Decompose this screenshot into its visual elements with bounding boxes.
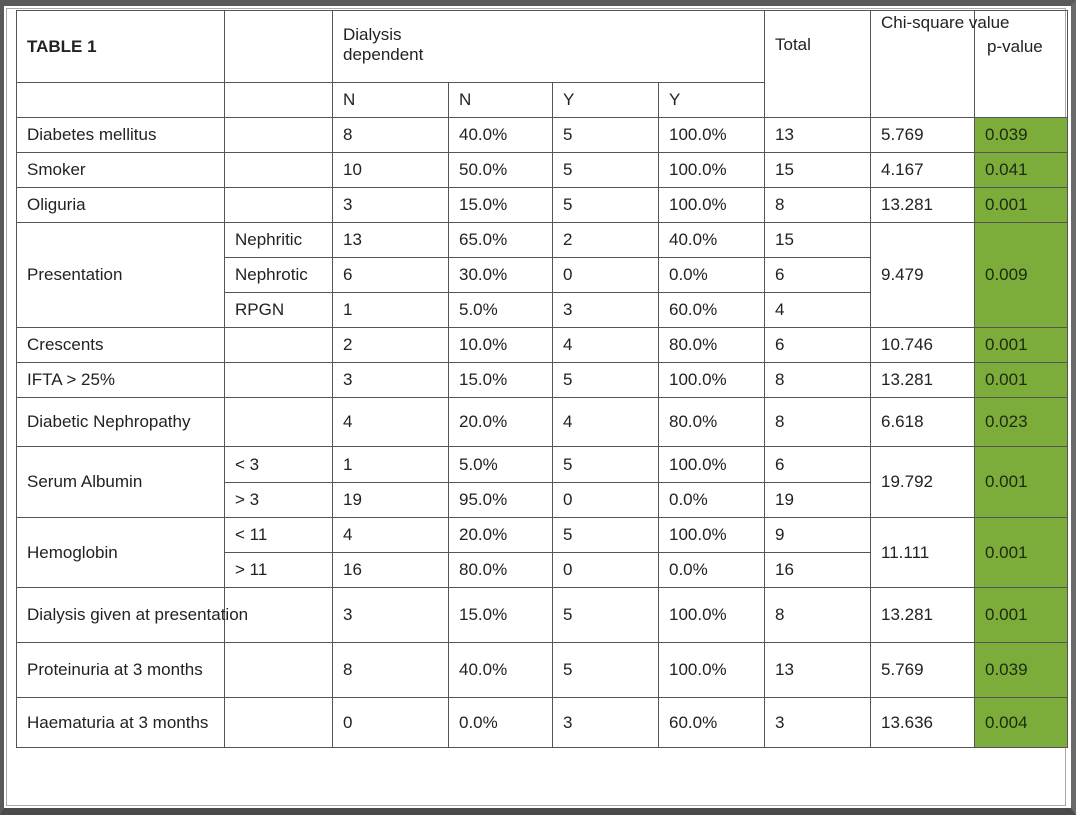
table-title: TABLE 1 — [17, 11, 225, 83]
n-percent-cell: 80.0% — [449, 553, 553, 588]
chi-square-cell: 6.618 — [871, 398, 975, 447]
y-percent-cell: 0.0% — [659, 553, 765, 588]
n-percent-cell: 0.0% — [449, 698, 553, 748]
table-row — [17, 643, 1068, 698]
table-row — [17, 153, 1068, 188]
y-count-cell: 5 — [553, 447, 659, 483]
sublabel-cell: Nephrotic — [225, 258, 333, 293]
n-count-cell: 1 — [333, 293, 449, 328]
empty-header-cell — [225, 83, 333, 118]
total-cell: 8 — [765, 398, 871, 447]
y-percent-cell: 100.0% — [659, 588, 765, 643]
y-count-cell: 5 — [553, 188, 659, 223]
row-label — [17, 398, 225, 447]
n-count-cell: 4 — [333, 518, 449, 553]
n-percent-cell: 65.0% — [449, 223, 553, 258]
sublabel-cell — [225, 118, 333, 153]
empty-header-cell — [17, 83, 225, 118]
row-label: IFTA > 25% — [17, 363, 225, 398]
chi-square-cell: 11.111 — [871, 518, 975, 588]
total-cell: 6 — [765, 447, 871, 483]
total-cell: 4 — [765, 293, 871, 328]
y-count-cell: 3 — [553, 698, 659, 748]
n-count-cell: 3 — [333, 588, 449, 643]
y-percent-cell: 40.0% — [659, 223, 765, 258]
row-label — [17, 588, 249, 643]
subheader-n-percent: N — [449, 83, 553, 118]
results-table — [16, 10, 1068, 748]
n-count-cell: 13 — [333, 223, 449, 258]
p-value-cell: 0.039 — [975, 118, 1068, 153]
y-count-cell: 5 — [553, 363, 659, 398]
row-label: Crescents — [17, 328, 225, 363]
chi-square-cell: 10.746 — [871, 328, 975, 363]
p-value-cell: 0.001 — [975, 363, 1068, 398]
total-cell: 16 — [765, 553, 871, 588]
n-count-cell: 2 — [333, 328, 449, 363]
chi-square-cell: 13.281 — [871, 363, 975, 398]
total-cell: 19 — [765, 483, 871, 518]
n-percent-cell: 20.0% — [449, 398, 553, 447]
y-percent-cell: 100.0% — [659, 518, 765, 553]
row-label-text: Diabetic Nephropathy — [27, 412, 191, 431]
total-header: Total — [765, 11, 871, 118]
y-count-cell: 4 — [553, 398, 659, 447]
chi-square-cell: 13.281 — [871, 188, 975, 223]
table-row — [17, 518, 1068, 553]
sublabel-cell: Nephritic — [225, 223, 333, 258]
y-count-cell: 5 — [553, 588, 659, 643]
y-percent-cell: 80.0% — [659, 328, 765, 363]
p-value-cell: 0.041 — [975, 153, 1068, 188]
row-label: Smoker — [17, 153, 225, 188]
y-percent-cell: 60.0% — [659, 293, 765, 328]
total-cell: 3 — [765, 698, 871, 748]
sublabel-cell: > 11 — [225, 553, 333, 588]
table-row — [17, 447, 1068, 483]
y-percent-cell: 100.0% — [659, 363, 765, 398]
n-count-cell: 8 — [333, 643, 449, 698]
row-label — [17, 698, 225, 748]
p-value-cell: 0.009 — [975, 223, 1068, 328]
chi-square-cell: 13.281 — [871, 588, 975, 643]
dialysis-dependent-label: Dialysis dependent — [343, 25, 424, 64]
sublabel-cell — [225, 363, 333, 398]
chi-square-cell: 5.769 — [871, 118, 975, 153]
sublabel-cell — [225, 398, 333, 447]
n-percent-cell: 40.0% — [449, 118, 553, 153]
total-cell: 13 — [765, 118, 871, 153]
n-percent-cell: 30.0% — [449, 258, 553, 293]
table-row — [17, 118, 1068, 153]
row-label: Oliguria — [17, 188, 225, 223]
y-percent-cell: 60.0% — [659, 698, 765, 748]
n-count-cell: 0 — [333, 698, 449, 748]
n-percent-cell: 15.0% — [449, 588, 553, 643]
table-row — [17, 398, 1068, 447]
y-percent-cell: 0.0% — [659, 258, 765, 293]
y-percent-cell: 80.0% — [659, 398, 765, 447]
p-value-cell: 0.023 — [975, 398, 1068, 447]
total-cell: 8 — [765, 363, 871, 398]
y-count-cell: 4 — [553, 328, 659, 363]
total-cell: 13 — [765, 643, 871, 698]
chi-square-label: Chi-square value — [881, 13, 1010, 32]
n-count-cell: 16 — [333, 553, 449, 588]
n-count-cell: 3 — [333, 188, 449, 223]
table-row — [17, 698, 1068, 748]
row-label-text: Dialysis given at presentation — [27, 605, 249, 624]
n-percent-cell: 5.0% — [449, 293, 553, 328]
p-value-cell: 0.001 — [975, 328, 1068, 363]
n-count-cell: 4 — [333, 398, 449, 447]
n-count-cell: 1 — [333, 447, 449, 483]
p-value-header: p-value — [975, 11, 1068, 118]
chi-square-cell: 4.167 — [871, 153, 975, 188]
y-count-cell: 0 — [553, 553, 659, 588]
table-row — [17, 223, 1068, 258]
p-value-cell: 0.039 — [975, 643, 1068, 698]
y-count-cell: 3 — [553, 293, 659, 328]
total-cell: 6 — [765, 328, 871, 363]
sublabel-cell — [225, 153, 333, 188]
total-cell: 6 — [765, 258, 871, 293]
total-cell: 8 — [765, 188, 871, 223]
subheader-y-count: Y — [553, 83, 659, 118]
n-percent-cell: 5.0% — [449, 447, 553, 483]
chi-square-cell: 19.792 — [871, 447, 975, 518]
sublabel-cell — [225, 328, 333, 363]
y-count-cell: 0 — [553, 483, 659, 518]
y-count-cell: 2 — [553, 223, 659, 258]
subheader-n-count: N — [333, 83, 449, 118]
chi-square-cell: 5.769 — [871, 643, 975, 698]
sublabel-cell: RPGN — [225, 293, 333, 328]
y-count-cell: 5 — [553, 518, 659, 553]
y-percent-cell: 100.0% — [659, 153, 765, 188]
total-cell: 9 — [765, 518, 871, 553]
sublabel-cell — [225, 188, 333, 223]
y-count-cell: 5 — [553, 118, 659, 153]
n-count-cell: 10 — [333, 153, 449, 188]
n-percent-cell: 50.0% — [449, 153, 553, 188]
y-percent-cell: 0.0% — [659, 483, 765, 518]
total-cell: 15 — [765, 223, 871, 258]
chi-square-cell: 9.479 — [871, 223, 975, 328]
chi-square-header — [871, 11, 1010, 118]
n-percent-cell: 20.0% — [449, 518, 553, 553]
row-label: Presentation — [17, 223, 225, 328]
subheader-y-percent: Y — [659, 83, 765, 118]
n-percent-cell: 40.0% — [449, 643, 553, 698]
y-percent-cell: 100.0% — [659, 118, 765, 153]
sublabel-cell: > 3 — [225, 483, 333, 518]
row-label: Diabetes mellitus — [17, 118, 225, 153]
p-value-cell: 0.001 — [975, 447, 1068, 518]
n-count-cell: 19 — [333, 483, 449, 518]
dialysis-dependent-header — [333, 11, 765, 83]
y-count-cell: 0 — [553, 258, 659, 293]
total-cell: 8 — [765, 588, 871, 643]
row-label-text: Haematuria at 3 months — [27, 712, 209, 732]
y-percent-cell: 100.0% — [659, 643, 765, 698]
n-percent-cell: 95.0% — [449, 483, 553, 518]
n-percent-cell: 15.0% — [449, 363, 553, 398]
y-percent-cell: 100.0% — [659, 188, 765, 223]
n-percent-cell: 10.0% — [449, 328, 553, 363]
row-label: Hemoglobin — [17, 518, 225, 588]
sublabel-cell — [225, 643, 333, 698]
total-cell: 15 — [765, 153, 871, 188]
table-row — [17, 363, 1068, 398]
n-count-cell: 8 — [333, 118, 449, 153]
y-count-cell: 5 — [553, 643, 659, 698]
p-value-cell: 0.001 — [975, 518, 1068, 588]
p-value-cell: 0.001 — [975, 588, 1068, 643]
header-row-1 — [17, 11, 1068, 83]
y-percent-cell: 100.0% — [659, 447, 765, 483]
row-label — [17, 643, 225, 698]
p-value-cell: 0.001 — [975, 188, 1068, 223]
p-value-cell: 0.004 — [975, 698, 1068, 748]
n-percent-cell: 15.0% — [449, 188, 553, 223]
chi-square-cell: 13.636 — [871, 698, 975, 748]
row-label: Serum Albumin — [17, 447, 225, 518]
table-row — [17, 328, 1068, 363]
row-label-text: Proteinuria at 3 months — [27, 660, 203, 679]
n-count-cell: 3 — [333, 363, 449, 398]
sublabel-cell — [225, 698, 333, 748]
table-row — [17, 188, 1068, 223]
y-count-cell: 5 — [553, 153, 659, 188]
n-count-cell: 6 — [333, 258, 449, 293]
sublabel-cell: < 11 — [225, 518, 333, 553]
table-row — [17, 588, 1068, 643]
sublabel-cell: < 3 — [225, 447, 333, 483]
empty-header-cell — [225, 11, 333, 83]
